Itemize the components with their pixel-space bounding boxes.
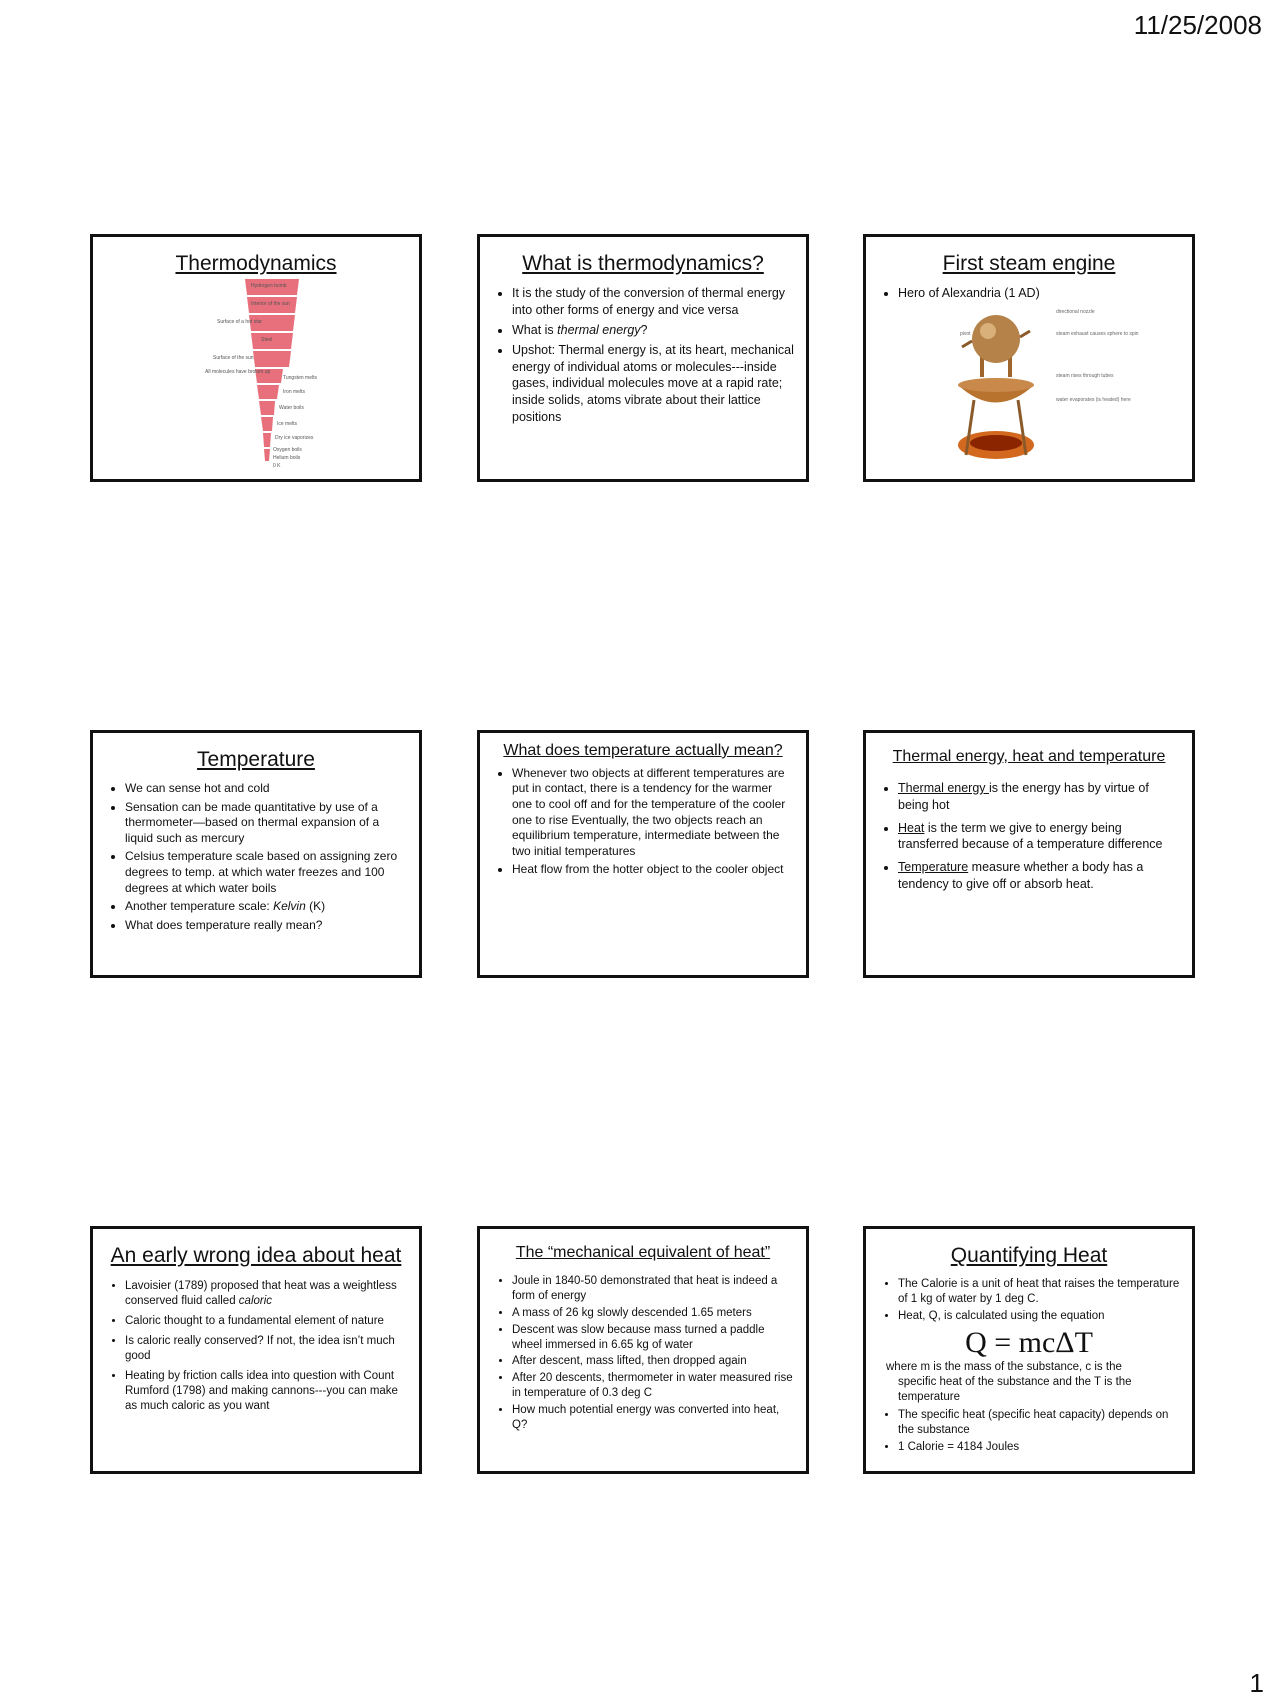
slide-temperature xyxy=(90,730,422,978)
engine-label: steam rises through tubes xyxy=(1056,372,1114,379)
bullet-item: • How much potential energy was converted into heat, Q? xyxy=(512,1403,794,1433)
bullet-item: • We can sense hot and cold xyxy=(125,781,407,797)
bullet-item: • Whenever two objects at different temperatures are put in contact, there is a tendency for the warmer one to cool off and for the temperature of the cooler one to rise Eventually, the two objects reach an equilibrium temperature, intermediate between the two initial temperatures xyxy=(512,766,794,860)
bullet-item: • Celsius temperature scale based on assigning zero degrees to temp. at which water freezes and 100 degrees at which water boils xyxy=(125,849,407,896)
slide-title: What does temperature actually mean? xyxy=(503,742,783,759)
bullet-item: • What does temperature really mean? xyxy=(125,918,407,934)
slide-first-steam-engine xyxy=(863,234,1195,482)
funnel-label: Surface of the sun xyxy=(213,355,254,362)
funnel-label: All molecules have broken up xyxy=(205,369,271,376)
slide-what-does-temperature-mean xyxy=(477,730,809,978)
bullet-item: • Temperature measure whether a body has a tendency to give off or absorb heat. xyxy=(898,859,1180,893)
bullet-item: • Lavoisier (1789) proposed that heat was a weightless conserved fluid called caloric xyxy=(125,1279,407,1309)
equation-explanation: where m is the mass of the substance, c is the specific heat of the substance and the T is the temperature xyxy=(886,1360,1132,1403)
bullet-item: • Upshot: Thermal energy is, at its heart, mechanical energy of individual atoms or molecules---inside gases, individual molecules move at a rapid rate; inside solids, atoms vibrate about their lattice positions xyxy=(512,342,794,426)
funnel-label: Helium boils xyxy=(273,455,301,462)
bullet-item: • After descent, mass lifted, then dropped again xyxy=(512,1354,794,1369)
slide-mechanical-equivalent xyxy=(477,1226,809,1474)
bullet-item: • A mass of 26 kg slowly descended 1.65 meters xyxy=(512,1306,794,1321)
bullet-item: • Hero of Alexandria (1 AD) xyxy=(898,285,1180,302)
slide-title: Quantifying Heat xyxy=(950,1244,1108,1267)
heat-equation: Q = mcΔT xyxy=(965,1325,1093,1359)
bullet-item: • Heating by friction calls idea into question with Count Rumford (1798) and making cannons---you can make as much caloric as you want xyxy=(125,1369,407,1414)
slide-early-wrong-idea xyxy=(90,1226,422,1474)
slide-title: What is thermodynamics? xyxy=(522,252,764,275)
funnel-label: Interior of the sun xyxy=(251,301,290,308)
temperature-funnel-figure xyxy=(93,275,419,470)
slide-what-is-thermodynamics xyxy=(477,234,809,482)
funnel-label: 0 K xyxy=(273,463,281,470)
bullet-item: • What is thermal energy? xyxy=(512,322,794,339)
funnel-label: Iron melts xyxy=(283,389,305,396)
bullet-item: • Heat is the term we give to energy being transferred because of a temperature difference xyxy=(898,820,1180,854)
print-date: 11/25/2008 xyxy=(1133,10,1262,40)
bullet-item: • Sensation can be made quantitative by use of a thermometer—based on thermal expansion of a liquid such as mercury xyxy=(125,800,407,847)
slide-thermodynamics xyxy=(90,234,422,482)
funnel-label: Hydrogen bomb xyxy=(251,283,287,290)
bullet-item: • Heat flow from the hotter object to the cooler object xyxy=(512,862,794,878)
funnel-label: Oxygen boils xyxy=(273,447,302,454)
slide-title: The “mechanical equivalent of heat” xyxy=(515,1244,771,1261)
bullet-item: • 1 Calorie = 4184 Joules xyxy=(898,1440,1180,1455)
slide-title: An early wrong idea about heat xyxy=(110,1244,402,1267)
hero-engine-figure xyxy=(866,305,1192,465)
slide-title: Thermal energy, heat and temperature xyxy=(892,748,1166,765)
bullet-item: • After 20 descents, thermometer in water measured rise in temperature of 0.3 deg C xyxy=(512,1371,794,1401)
funnel-label: Tungsten melts xyxy=(283,375,317,382)
engine-label: steam exhaust causes sphere to spin xyxy=(1056,330,1139,337)
page-number: 1 xyxy=(1249,1668,1264,1698)
bullet-item: • The Calorie is a unit of heat that raises the temperature of 1 kg of water by 1 deg C. xyxy=(898,1277,1180,1307)
bullet-item: • The specific heat (specific heat capacity) depends on the substance xyxy=(898,1408,1180,1438)
funnel-label: Ice melts xyxy=(277,421,298,428)
bullet-item: • Descent was slow because mass turned a paddle wheel immersed in 6.65 kg of water xyxy=(512,1323,794,1353)
funnel-label: Water boils xyxy=(279,405,304,412)
bullet-item: • Caloric thought to a fundamental element of nature xyxy=(125,1314,407,1329)
bullet-item: • Is caloric really conserved? If not, the idea isn’t much good xyxy=(125,1334,407,1364)
bullet-item: • Thermal energy is the energy has by virtue of being hot xyxy=(898,780,1180,814)
slide-quantifying-heat xyxy=(863,1226,1195,1474)
slide-title: Thermodynamics xyxy=(175,252,337,275)
slide-title: Temperature xyxy=(197,748,315,771)
bullet-item: • Joule in 1840-50 demonstrated that heat is indeed a form of energy xyxy=(512,1274,794,1304)
engine-label: directional nozzle xyxy=(1056,308,1095,315)
slide-thermal-energy-heat-temperature xyxy=(863,730,1195,978)
funnel-label: Steel xyxy=(261,337,273,344)
bullet-item: • Heat, Q, is calculated using the equation xyxy=(898,1309,1180,1324)
engine-label: water evaporates (is heated) here xyxy=(1056,396,1131,403)
funnel-label: Surface of a hot star xyxy=(217,319,263,326)
engine-label: pivot xyxy=(960,330,971,337)
funnel-label: Dry ice vaporizes xyxy=(275,435,314,442)
bullet-item: • It is the study of the conversion of thermal energy into other forms of energy and vice versa xyxy=(512,285,794,319)
slide-title: First steam engine xyxy=(942,252,1116,275)
bullet-item: • Another temperature scale: Kelvin (K) xyxy=(125,899,407,915)
